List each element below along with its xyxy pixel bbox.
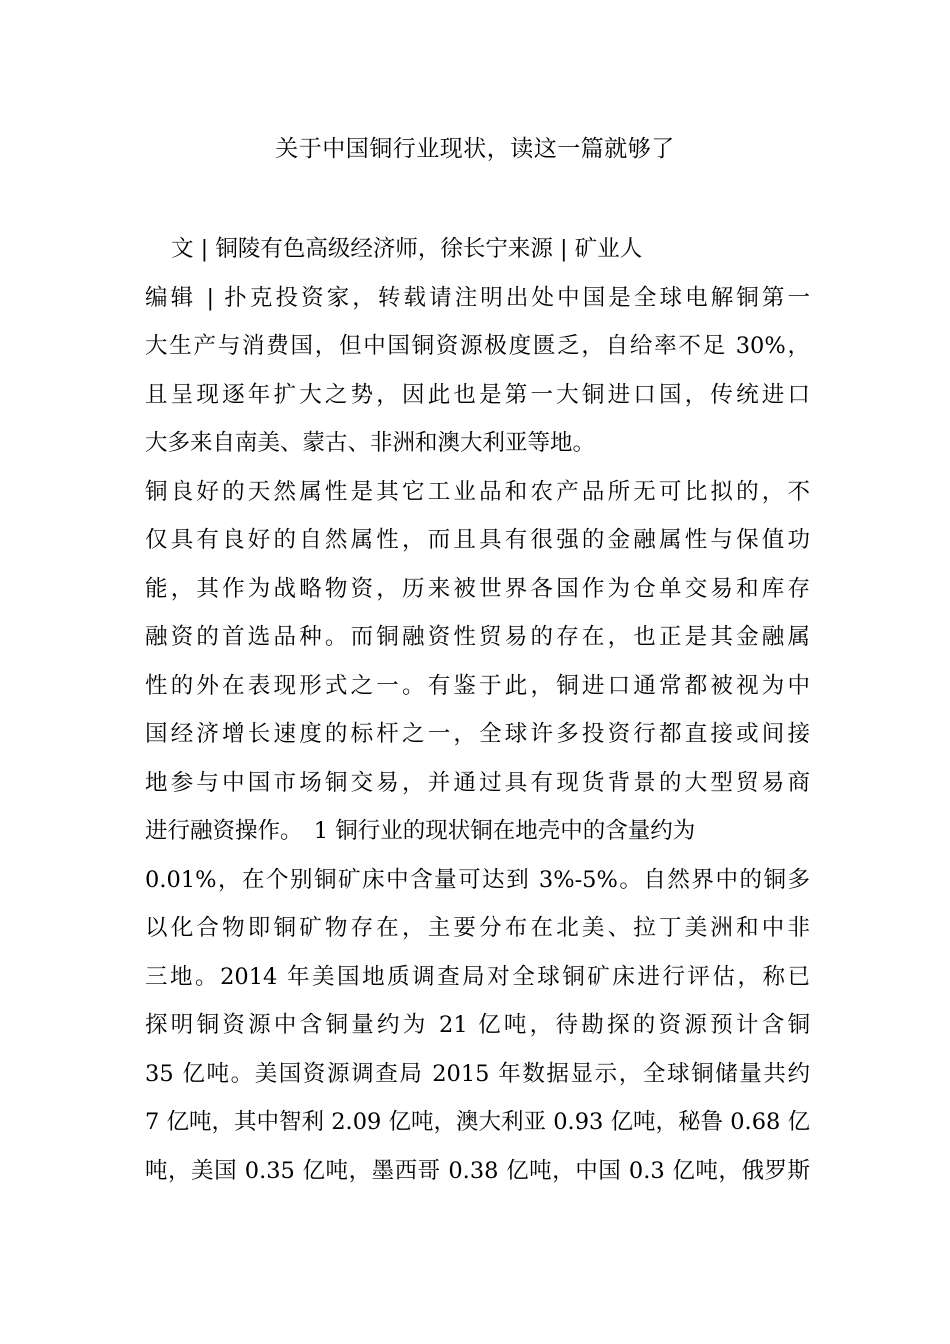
paragraph-line: 铜良好的天然属性是其它工业品和农产品所无可比拟的，不 — [145, 478, 810, 505]
paragraph-line: 且呈现逐年扩大之势，因此也是第一大铜进口国，传统进口 — [145, 381, 810, 408]
paragraph-line: 能，其作为战略物资，历来被世界各国作为仓单交易和库存 — [145, 575, 810, 602]
paragraph-line: 三地。2014 年美国地质调查局对全球铜矿床进行评估，称已 — [145, 963, 810, 990]
paragraph-line: 35 亿吨。美国资源调查局 2015 年数据显示，全球铜储量共约 — [145, 1060, 810, 1087]
byline: 文 | 铜陵有色高级经济师，徐长宁来源 | 矿业人 — [171, 236, 643, 262]
paragraph-line: 国经济增长速度的标杆之一，全球许多投资行都直接或间接 — [145, 721, 810, 747]
paragraph-line: 探明铜资源中含铜量约为 21 亿吨，待勘探的资源预计含铜 — [145, 1012, 810, 1038]
paragraph-line: 融资的首选品种。而铜融资性贸易的存在，也正是其金融属 — [145, 624, 810, 650]
paragraph-line: 编辑 | 扑克投资家，转载请注明出处中国是全球电解铜第一 — [145, 284, 810, 311]
paragraph-line: 性的外在表现形式之一。有鉴于此，铜进口通常都被视为中 — [145, 672, 810, 699]
document-body — [145, 225, 810, 1195]
paragraph-line: 地参与中国市场铜交易，并通过具有现货背景的大型贸易商 — [145, 769, 810, 796]
paragraph-line: 7 亿吨，其中智利 2.09 亿吨，澳大利亚 0.93 亿吨，秘鲁 0.68 亿 — [145, 1109, 810, 1135]
paragraph-line: 大多来自南美、蒙古、非洲和澳大利亚等地。 — [145, 430, 596, 456]
paragraph-line: 进行融资操作。 1 铜行业的现状铜在地壳中的含量约为 — [145, 818, 696, 844]
paragraph-line: 吨，美国 0.35 亿吨，墨西哥 0.38 亿吨，中国 0.3 亿吨，俄罗斯 — [145, 1157, 810, 1184]
paragraph-line: 大生产与消费国，但中国铜资源极度匮乏，自给率不足 30%， — [145, 333, 810, 359]
paragraph-line: 0.01%，在个别铜矿床中含量可达到 3%-5%。自然界中的铜多 — [145, 866, 810, 893]
paragraph-line: 以化合物即铜矿物存在，主要分布在北美、拉丁美洲和中非 — [145, 915, 810, 941]
document-title: 关于中国铜行业现状，读这一篇就够了 — [275, 136, 675, 162]
paragraph-line: 仅具有良好的自然属性，而且具有很强的金融属性与保值功 — [145, 527, 810, 553]
